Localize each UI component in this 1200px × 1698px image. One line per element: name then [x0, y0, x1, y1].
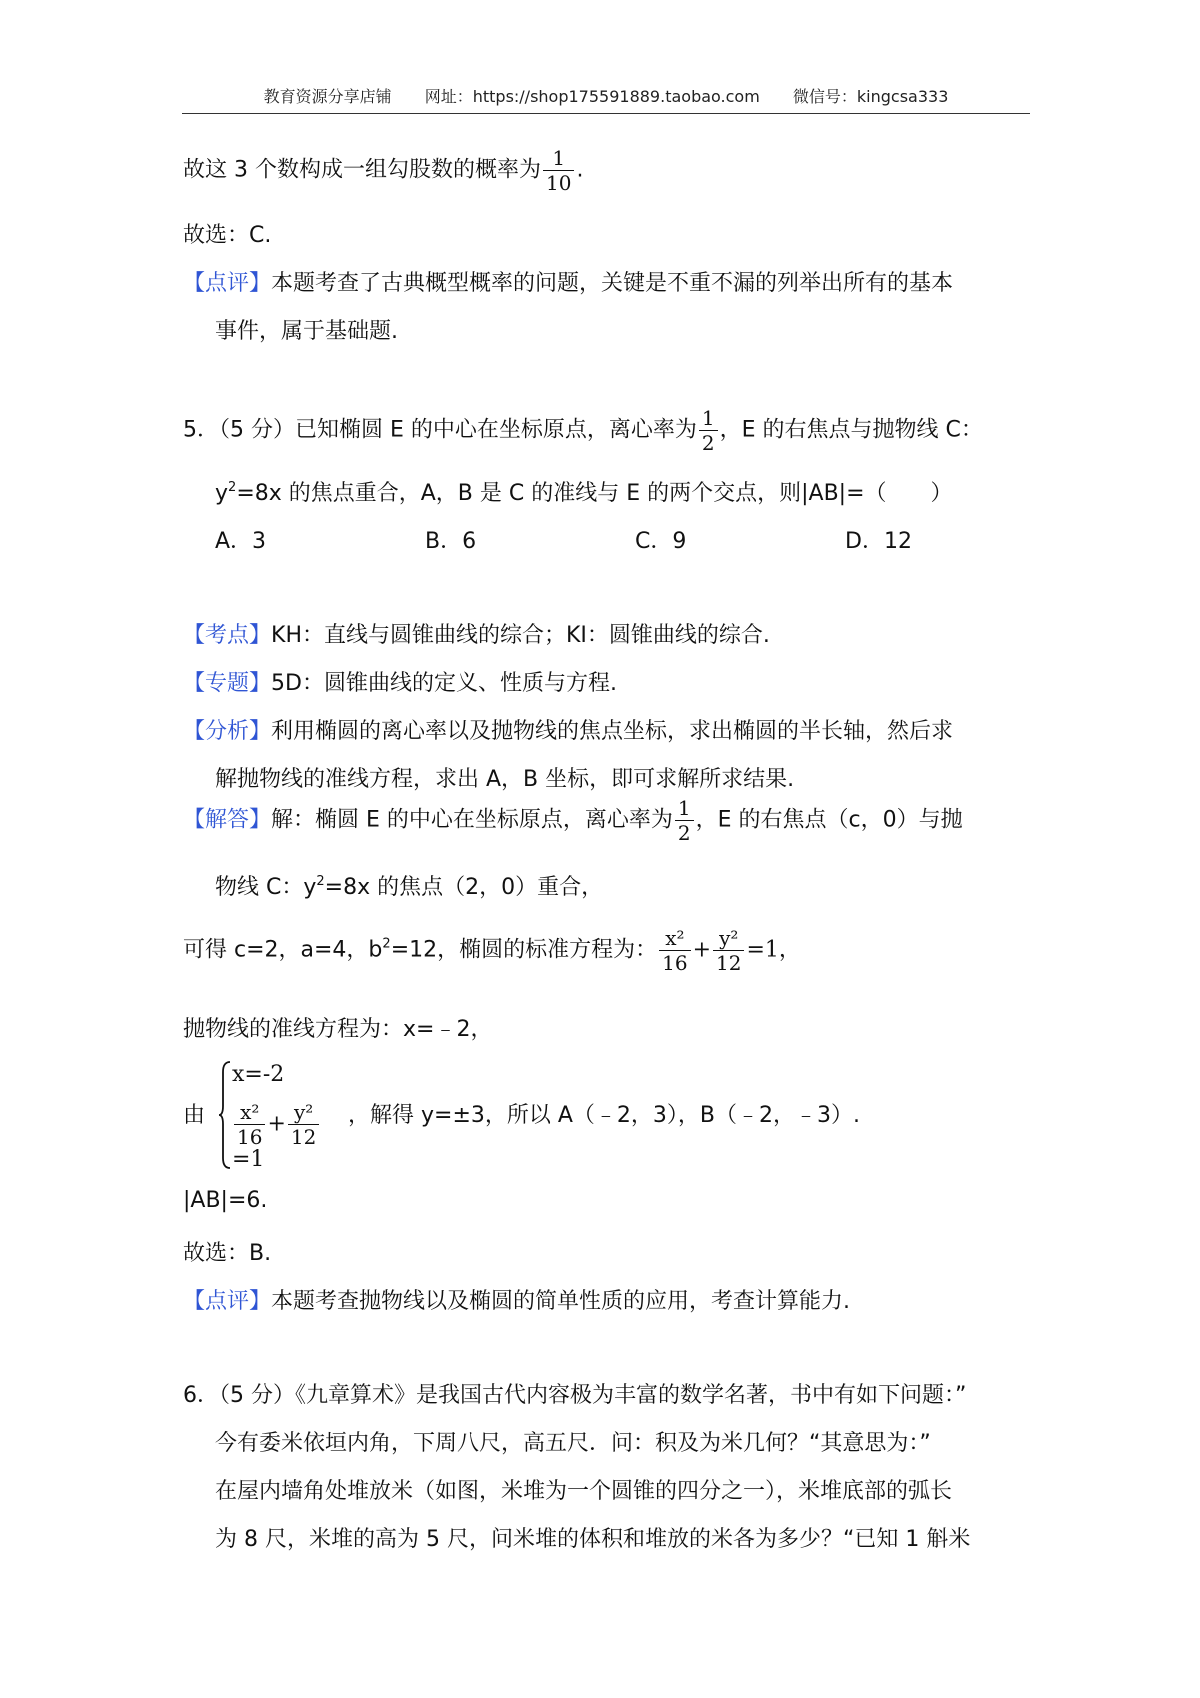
option-a: A．3 [215, 529, 267, 554]
equation-system [218, 1060, 338, 1170]
q5-stem-line1: 5．（5 分）已知椭圆 E 的中心在坐标原点，离心率为 $\frac{1}{2}$ ，E 的右焦点与抛物线 C： [183, 406, 983, 455]
q5-stem-line2: $y^2=8x$ 的焦点重合，A，B 是 C 的准线与 E 的两个交点，则|AB|=（ ） [215, 480, 953, 506]
q6-line3: 在屋内墙角处堆放米（如图，米堆为一个圆锥的四分之一），米堆底部的弧长 [215, 1479, 953, 1504]
q5-sys-you: 由 [183, 1103, 206, 1128]
sys-row2: $\frac{\text{x²}}{16}$ + $\frac{\text{y²}}{12}$ =1 [232, 1102, 338, 1172]
q5-choice: 故选：B. [183, 1241, 272, 1266]
q5-review: 【点评】本题考查抛物线以及椭圆的简单性质的应用，考查计算能力. [183, 1289, 851, 1314]
prev-choice: 故选：C. [183, 223, 272, 248]
q5-jieda-line1: 【解答】解：椭圆 E 的中心在坐标原点，离心率为 $\frac{1}{2}$ ，E 的右焦点（c，0）与抛 [183, 796, 963, 845]
review-tag: 【点评】 [183, 271, 272, 296]
q6-line4: 为 8 尺，米堆的高为 5 尺，问米堆的体积和堆放的米各为多少？“已知 1 斛米 [215, 1527, 971, 1552]
fraction-1-10: $\frac{1}{10}$ [543, 148, 574, 193]
header-url: 网址：https://shop175591889.taobao.com [424, 87, 760, 106]
q5-step1: 可得 c=2，a=4，$b^2=12$，椭圆的标准方程为： $\frac{\text{x²}}{16}$ + $\frac{\text{y²}}{12}$ =1， [183, 926, 801, 975]
q6-line2: 今有委米依垣内角，下周八尺，高五尺．问：积及为米几何？“其意思为：” [215, 1431, 931, 1456]
q5-kaodian: 【考点】KH：直线与圆锥曲线的综合；KI：圆锥曲线的综合. [183, 623, 770, 648]
fraction-x2-16: $\frac{\text{x²}}{16}$ [659, 928, 690, 973]
q5-options [215, 524, 1055, 555]
fraction-1-2: $\frac{1}{2}$ [699, 408, 718, 453]
option-b: B．6 [425, 529, 477, 554]
prev-probability-line: 故这 3 个数构成一组勾股数的概率为 $\frac{1}{10}$ . [183, 146, 584, 195]
option-d: D．12 [845, 529, 912, 554]
header-wechat: 微信号：kingcsa333 [792, 87, 949, 106]
fraction-y2-12: $\frac{\text{y²}}{12}$ [713, 928, 744, 973]
q5-zhuanti: 【专题】5D：圆锥曲线的定义、性质与方程. [183, 671, 617, 696]
q6-line1: 6．（5 分）《九章算术》是我国古代内容极为丰富的数学名著，书中有如下问题：” [183, 1383, 967, 1408]
prev-review: 【点评】本题考查了古典概型概率的问题，关键是不重不漏的列举出所有的基本 [183, 271, 954, 296]
q5-step2: 抛物线的准线方程为：x=﹣2， [183, 1017, 493, 1042]
prev-review-cont: 事件，属于基础题. [215, 319, 398, 344]
header-shop: 教育资源分享店铺 [263, 87, 392, 106]
q5-fenxi-cont: 解抛物线的准线方程，求出 A，B 坐标，即可求解所求结果. [215, 767, 795, 792]
q5-jieda-line2: 物线 C：$y^2=8x$ 的焦点（2，0）重合， [215, 874, 604, 900]
option-c: C．9 [635, 529, 687, 554]
fraction-1-2-b: $\frac{1}{2}$ [675, 798, 694, 843]
q5-ab: |AB|=6. [183, 1188, 268, 1213]
brace-icon [218, 1060, 232, 1170]
page-header [182, 84, 1030, 114]
q5-sys-result: ，解得 y=±3，所以 A（﹣2，3），B（﹣2，﹣3）. [348, 1103, 860, 1128]
sys-row1: x=-2 [232, 1062, 285, 1087]
q5-fenxi: 【分析】利用椭圆的离心率以及抛物线的焦点坐标，求出椭圆的半长轴，然后求 [183, 719, 954, 744]
